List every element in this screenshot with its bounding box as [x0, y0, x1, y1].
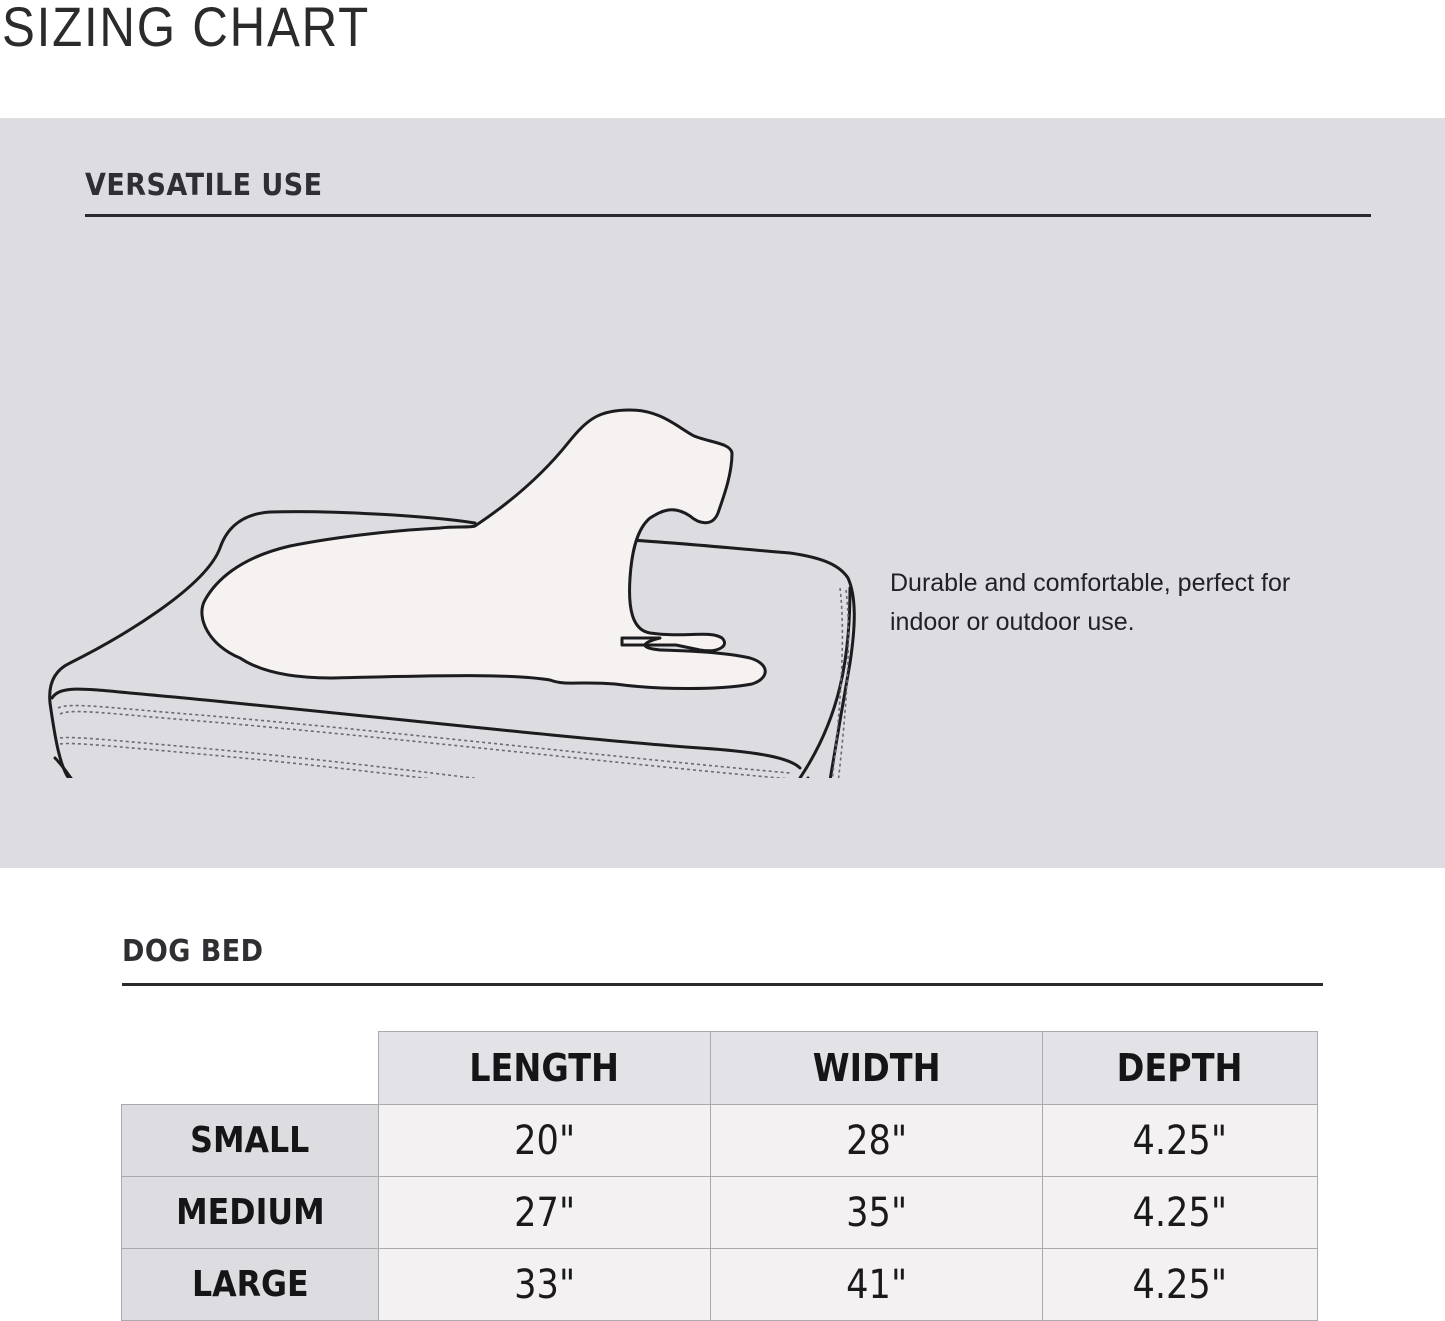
table-cell: 4.25" [1042, 1104, 1318, 1177]
column-header-width: WIDTH [710, 1031, 1043, 1105]
description-line-2: indoor or outdoor use. [890, 608, 1135, 636]
dog-lying-on-bed-icon [0, 258, 900, 778]
table-cell: 28" [710, 1104, 1043, 1177]
table-cell: 33" [378, 1248, 711, 1321]
row-label-medium: MEDIUM [121, 1176, 379, 1249]
description-line-1: Durable and comfortable, perfect for [890, 569, 1291, 597]
column-header-depth: DEPTH [1042, 1031, 1318, 1105]
versatile-use-description [890, 564, 1360, 642]
versatile-use-panel [0, 118, 1445, 868]
dog-bed-heading: DOG BED [122, 934, 264, 969]
table-cell: 20" [378, 1104, 711, 1177]
table-cell: 35" [710, 1176, 1043, 1249]
versatile-use-heading: VERSATILE USE [85, 168, 323, 203]
table-cell: 27" [378, 1176, 711, 1249]
dog-bed-divider [122, 983, 1323, 986]
table-cell: 4.25" [1042, 1176, 1318, 1249]
row-label-small: SMALL [121, 1104, 379, 1177]
row-label-large: LARGE [121, 1248, 379, 1321]
versatile-use-divider [85, 214, 1371, 217]
table-cell: 41" [710, 1248, 1043, 1321]
table-cell: 4.25" [1042, 1248, 1318, 1321]
page-title: SIZING CHART [2, 0, 370, 58]
column-header-length: LENGTH [378, 1031, 711, 1105]
